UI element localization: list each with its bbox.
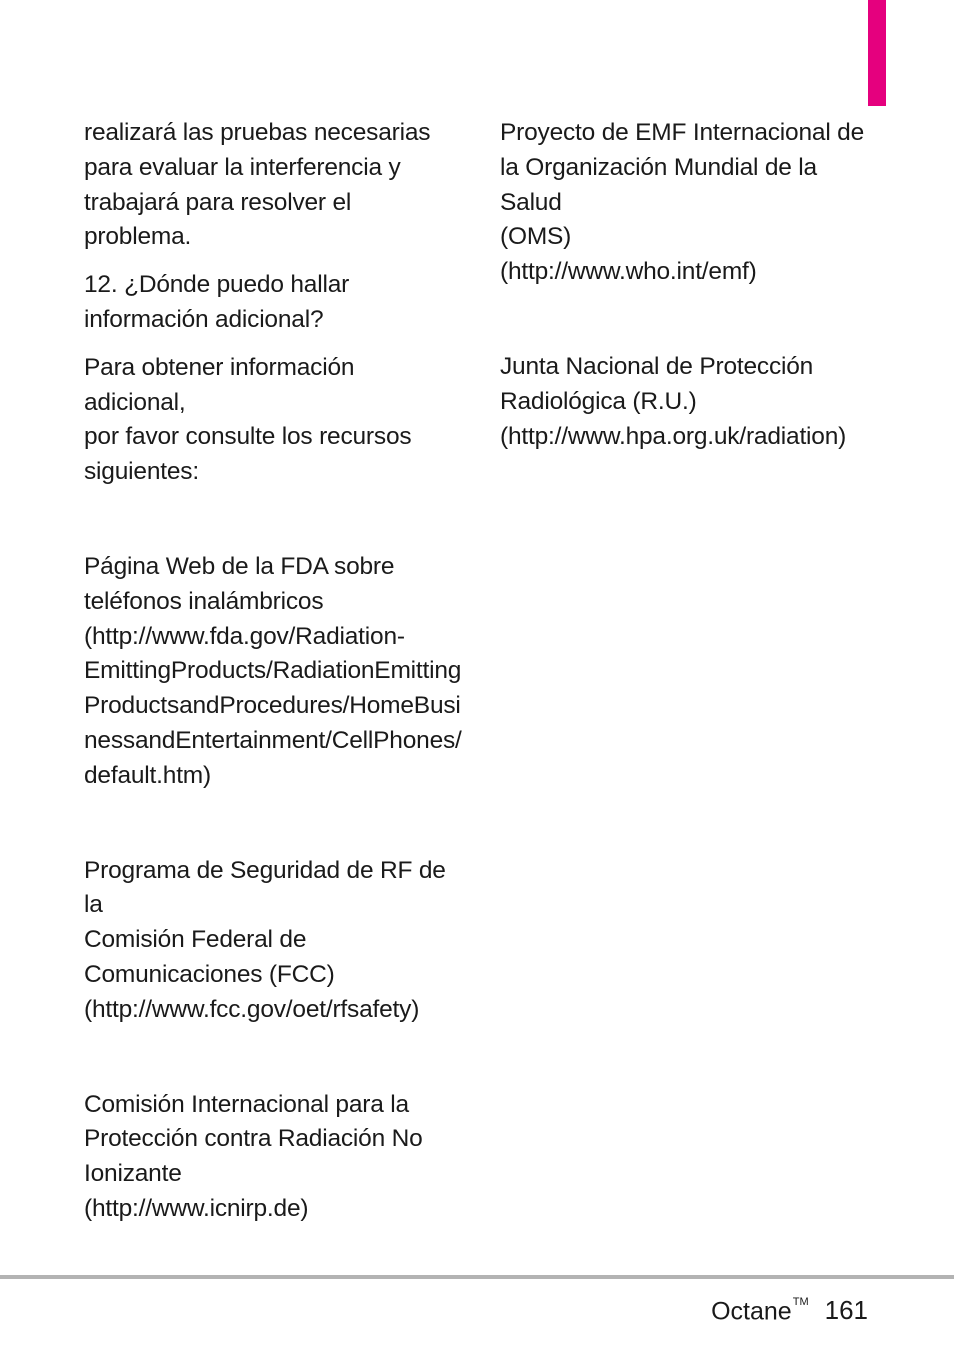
- page-number: 161: [824, 1295, 868, 1326]
- left-column: [84, 116, 462, 1287]
- intro-paragraph: realizará las pruebas necesarias para evaluar la interferencia y trabajará para resolver el problema.: [84, 119, 431, 251]
- brand-label: Octane: [711, 1297, 792, 1326]
- resource-icnirp: Comisión Internacional para la Protección contra Radiación No Ionizante (http://www.icnirp.de): [84, 1090, 423, 1222]
- section-tab-marker: [868, 0, 886, 106]
- trademark-mark: TM: [792, 1296, 809, 1308]
- right-column: [500, 116, 880, 514]
- lead-paragraph: Para obtener información adicional, por favor consulte los recursos siguientes:: [84, 353, 412, 486]
- resource-hpa: Junta Nacional de Protección Radiológica (R.U.) (http://www.hpa.org.uk/radiation): [500, 352, 847, 450]
- page-footer: [711, 1289, 868, 1329]
- footer-rule: [0, 1275, 954, 1279]
- brand-name: [711, 1289, 809, 1329]
- section-heading: 12. ¿Dónde puedo hallar información adicional?: [84, 271, 350, 333]
- resource-fcc: Programa de Seguridad de RF de la Comisión Federal de Comunicaciones (FCC) (http://www.fcc.gov/oet/rfsafety): [84, 856, 446, 1023]
- resource-who: Proyecto de EMF Internacional de la Organización Mundial de la Salud (OMS) (http://www.who.int/emf): [500, 119, 865, 286]
- resource-fda: Página Web de la FDA sobre teléfonos inalámbricos (http://www.fda.gov/Radiation- EmittingProducts/RadiationEmitting ProductsandProcedures/HomeBusi nessandEntertainment/CellPhones/ default.htm): [84, 552, 462, 789]
